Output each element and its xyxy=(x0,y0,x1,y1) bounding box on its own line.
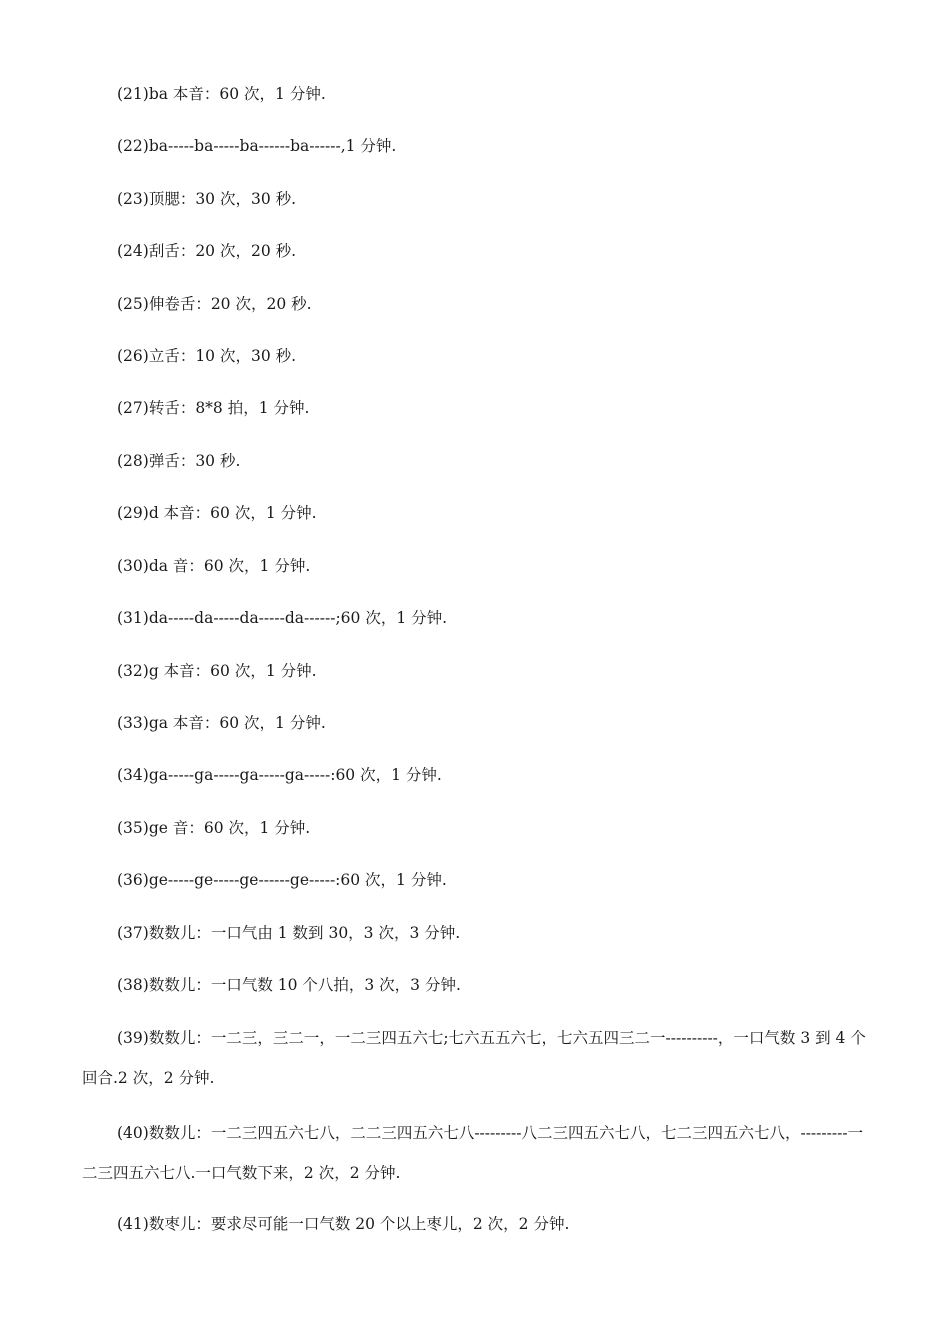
list-item: (27)转舌：8*8 拍，1 分钟. xyxy=(117,399,310,417)
list-item: (21)ba 本音：60 次，1 分钟. xyxy=(117,85,326,103)
list-item: (36)ge-----ge-----ge------ge-----:60 次，1 分钟. xyxy=(117,871,447,889)
list-item: (26)立舌：10 次，30 秒. xyxy=(117,347,297,365)
list-item: (25)伸卷舌：20 次，20 秒. xyxy=(117,295,312,313)
list-item: (30)da 音：60 次，1 分钟. xyxy=(117,557,311,575)
list-item: (22)ba-----ba-----ba------ba------,1 分钟. xyxy=(117,137,397,155)
list-item: (29)d 本音：60 次，1 分钟. xyxy=(117,504,317,522)
list-item: (37)数数儿：一口气由 1 数到 30，3 次，3 分钟. xyxy=(117,924,461,942)
list-item: (41)数枣儿：要求尽可能一口气数 20 个以上枣儿，2 次，2 分钟. xyxy=(117,1215,570,1233)
list-item: (24)刮舌：20 次，20 秒. xyxy=(117,242,297,260)
list-item: (28)弹舌：30 秒. xyxy=(117,452,241,470)
list-item: (35)ge 音：60 次，1 分钟. xyxy=(117,819,311,837)
list-item: (23)顶腮：30 次，30 秒. xyxy=(117,190,297,208)
list-item: (31)da-----da-----da-----da------;60 次，1 分钟. xyxy=(117,609,448,627)
list-item: (32)g 本音：60 次，1 分钟. xyxy=(117,662,317,680)
list-item: (34)ga-----ga-----ga-----ga-----:60 次，1 分钟. xyxy=(117,766,442,784)
list-item: (38)数数儿：一口气数 10 个八拍，3 次，3 分钟. xyxy=(117,976,461,994)
list-item: (33)ga 本音：60 次，1 分钟. xyxy=(117,714,326,732)
paragraph-item: (40)数数儿：一二三四五六七八，二二三四五六七八---------八二三四五六七八，七二三四五六七八，---------一二三四五六七八.一口气数下来，2 次，2 分钟. xyxy=(82,1124,864,1182)
paragraph-item: (39)数数儿：一二三，三二一，一二三四五六七;七六五五六七，七六五四三二一----------，一口气数 3 到 4 个回合.2 次，2 分钟. xyxy=(82,1029,866,1087)
